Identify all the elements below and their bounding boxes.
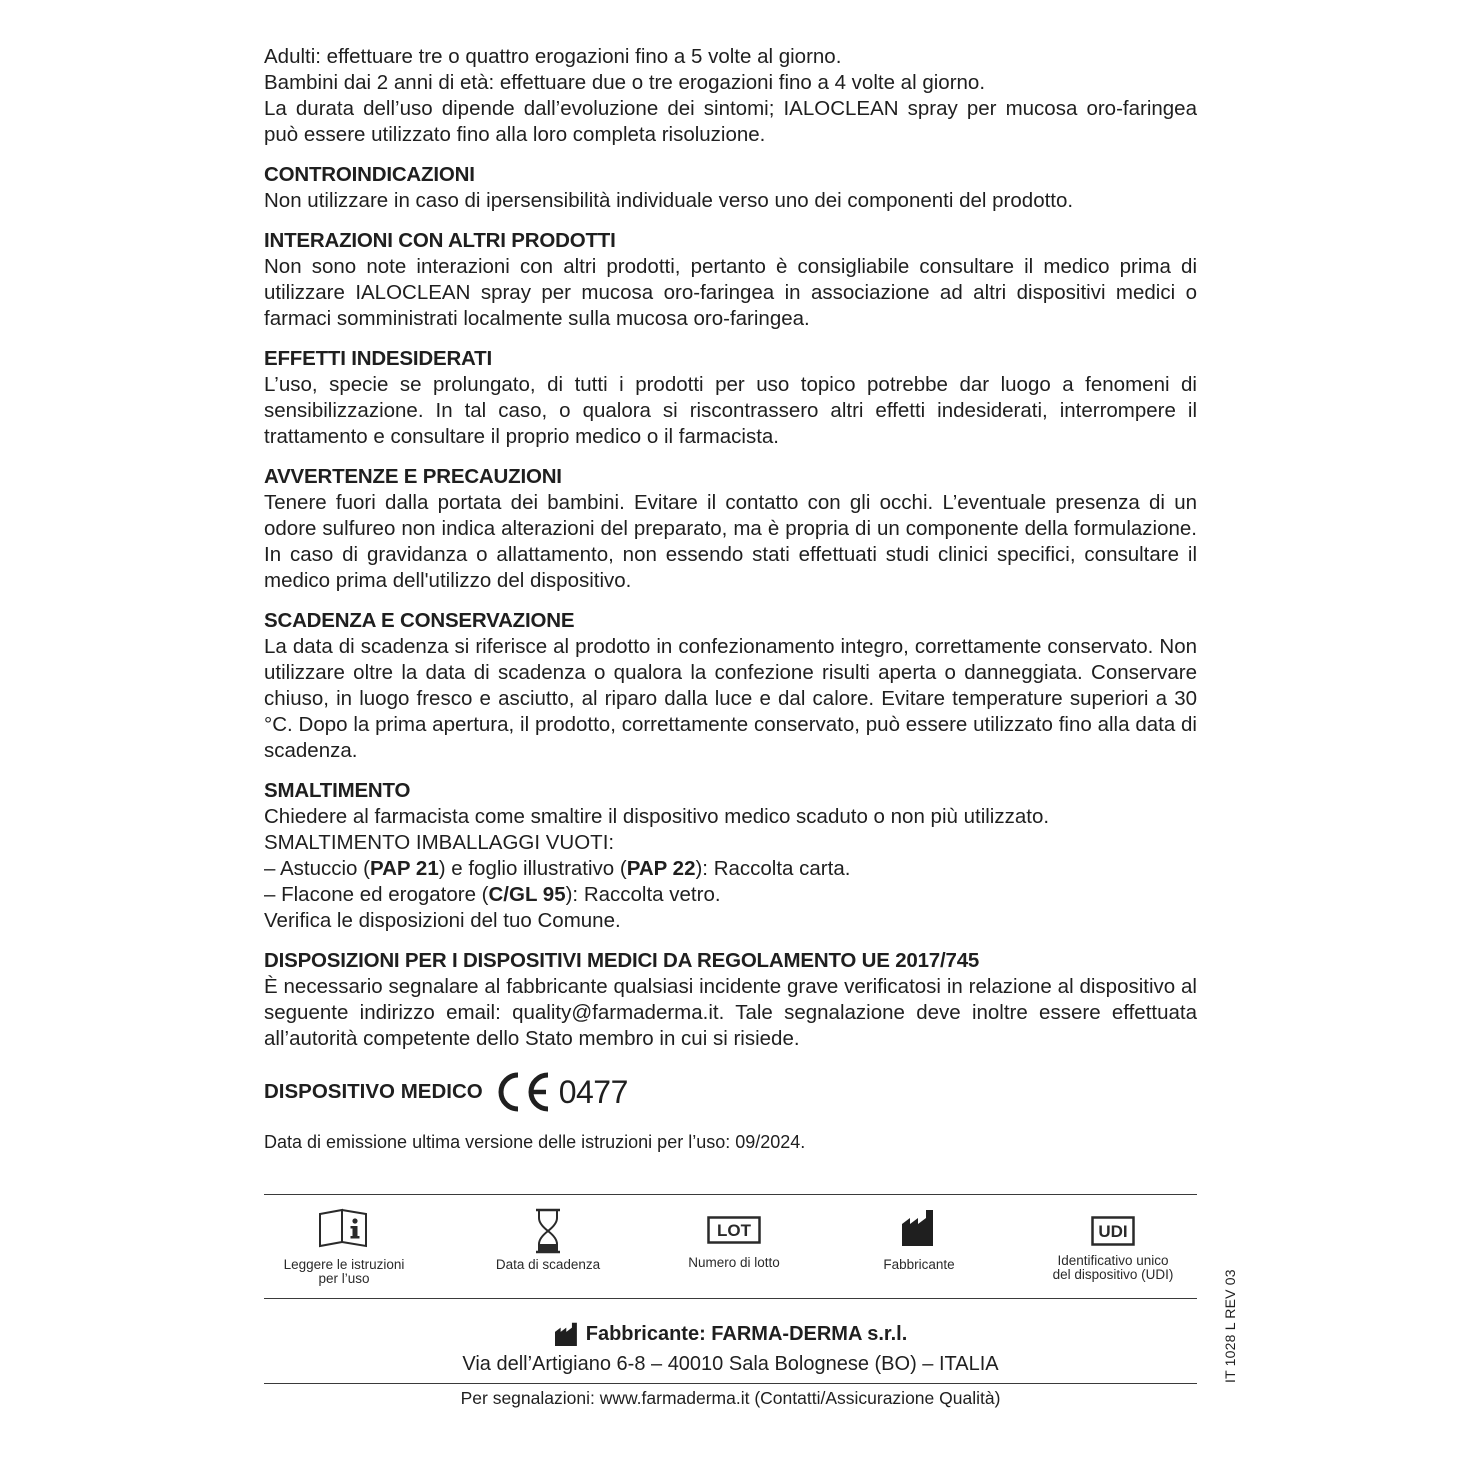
section-body: Non sono note interazioni con altri prodotti, pertanto è consigliabile consultare il medico prima di utilizzare IALOCLEAN spray per mucosa oro-faringea in associazione ad altri dispositivi medici o farmaci somministrati localmente sulla mucosa oro-faringea. <box>264 255 1197 330</box>
section-interactions <box>264 228 1197 332</box>
section-side-effects <box>264 346 1197 450</box>
disposal-item-carton: – Astuccio (PAP 21) e foglio illustrativo (PAP 22): Raccolta carta. <box>264 857 851 880</box>
manufacturer-address: Via dell’Artigiano 6-8 – 40010 Sala Bolognese (BO) – ITALIA <box>462 1353 999 1375</box>
disposal-item-bottle: – Flacone ed erogatore (C/GL 95): Raccolta vetro. <box>264 883 721 906</box>
section-heading: EFFETTI INDESIDERATI <box>264 347 492 370</box>
section-disposal <box>264 778 1197 934</box>
factory-icon <box>554 1322 580 1346</box>
dosage-block <box>264 44 1197 148</box>
dosage-adults: Adulti: effettuare tre o quattro erogazioni fino a 5 volte al giorno. <box>264 45 842 68</box>
issue-date: Data di emissione ultima versione delle istruzioni per l’uso: 09/2024. <box>264 1132 806 1152</box>
symbol-caption: Numero di lotto <box>688 1255 780 1270</box>
symbol-expiry-date <box>463 1208 633 1272</box>
symbol-caption: Data di scadenza <box>495 1257 601 1272</box>
hourglass-icon <box>534 1208 562 1254</box>
instructions-book-icon <box>318 1208 370 1248</box>
recycling-code: C/GL 95 <box>488 883 566 906</box>
symbol-caption: Identificativo unico del dispositivo (UDI) <box>1052 1253 1174 1282</box>
document-code: IT 1028 L REV 03 <box>1222 1269 1238 1383</box>
section-heading: SMALTIMENTO <box>264 779 411 802</box>
section-heading: INTERAZIONI CON ALTRI PRODOTTI <box>264 229 616 252</box>
section-body: L’uso, specie se prolungato, di tutti i prodotti per uso topico potrebbe dar luogo a fenomeni di sensibilizzazione. In tal caso, o qualora si riscontrassero altri effetti indesiderati, interrompere il trattamento e consultare il proprio medico o il farmacista. <box>264 373 1197 448</box>
section-body: Tenere fuori dalla portata dei bambini. Evitare il contatto con gli occhi. L’eventuale presenza di un odore sulfureo non indica alterazioni del preparato, ma è propria di un componente della formulazione. In caso di gravidanza o allattamento, non essendo stati effettuati studi clinici specifici, consultare il medico prima dell'utilizzo del dispositivo. <box>264 491 1197 592</box>
recycling-code: PAP 21 <box>369 857 439 880</box>
section-body: È necessario segnalare al fabbricante qualsiasi incidente grave verificatosi in relazione al dispositivo al seguente indirizzo email: quality@farmaderma.it. Tale segnalazione deve inoltre essere effettuata all’autorità competente dello Stato membro in cui si risiede. <box>264 975 1197 1050</box>
svg-text:LOT: LOT <box>717 1221 751 1240</box>
section-body: La data di scadenza si riferisce al prodotto in confezionamento integro, correttamente conservato. Non utilizzare oltre la data di scadenza o qualora la confezione risulti aperta o danneggiata. Conservare chiuso, in luogo fresco e asciutto, al riparo dalla luce e dal calore. Evitare temperature superiori a 30 °C. Dopo la prima apertura, il prodotto, correttamente conservato, può essere utilizzato fino alla data di scadenza. <box>264 635 1197 762</box>
svg-text:UDI: UDI <box>1098 1222 1128 1241</box>
ce-marking <box>264 1064 628 1120</box>
manufacturer-block <box>264 1322 1197 1376</box>
dosage-children: Bambini dai 2 anni di età: effettuare due o tre erogazioni fino a 4 volte al giorno. <box>264 71 986 94</box>
udi-icon <box>1091 1216 1135 1246</box>
lot-icon <box>707 1216 761 1244</box>
section-expiry-storage <box>264 608 1197 764</box>
section-contraindications <box>264 162 1197 214</box>
notified-body-number: 0477 <box>558 1073 628 1110</box>
factory-icon <box>901 1208 937 1246</box>
divider <box>264 1298 1197 1299</box>
symbol-caption: Fabbricante <box>883 1257 955 1272</box>
symbol-lot-number <box>649 1208 819 1270</box>
section-heading: AVVERTENZE E PRECAUZIONI <box>264 465 562 488</box>
manufacturer-name: Fabbricante: FARMA-DERMA s.r.l. <box>585 1322 908 1345</box>
report-contact: Per segnalazioni: www.farmaderma.it (Contatti/Assicurazione Qualità) <box>460 1388 1001 1408</box>
symbol-manufacturer <box>834 1208 1004 1272</box>
medical-device-label: DISPOSITIVO MEDICO <box>264 1080 483 1103</box>
divider <box>264 1194 1197 1195</box>
symbol-instructions <box>259 1208 429 1286</box>
section-heading: CONTROINDICAZIONI <box>264 163 475 186</box>
leaflet-text-column <box>264 44 1197 1052</box>
symbol-udi <box>1028 1208 1198 1282</box>
disposal-line: Chiedere al farmacista come smaltire il dispositivo medico scaduto o non più utilizzato. <box>264 805 1050 828</box>
section-regulation <box>264 948 1197 1052</box>
section-body: Non utilizzare in caso di ipersensibilità individuale verso uno dei componenti del prodotto. <box>264 189 1074 212</box>
section-warnings <box>264 464 1197 594</box>
dosage-duration: La durata dell’uso dipende dall’evoluzione dei sintomi; IALOCLEAN spray per mucosa oro-faringea può essere utilizzato fino alla loro completa risoluzione. <box>264 97 1197 146</box>
section-heading: DISPOSIZIONI PER I DISPOSITIVI MEDICI DA REGOLAMENTO UE 2017/745 <box>264 949 980 972</box>
divider <box>264 1383 1197 1384</box>
ce-mark-icon <box>493 1069 555 1115</box>
section-heading: SCADENZA E CONSERVAZIONE <box>264 609 575 632</box>
recycling-code: PAP 22 <box>626 857 696 880</box>
symbol-caption: Leggere le istruzioni per l’uso <box>283 1257 405 1286</box>
manufacturer-name-row <box>554 1322 908 1346</box>
disposal-packaging-title: SMALTIMENTO IMBALLAGGI VUOTI: <box>264 831 615 854</box>
disposal-line: Verifica le disposizioni del tuo Comune. <box>264 909 621 932</box>
